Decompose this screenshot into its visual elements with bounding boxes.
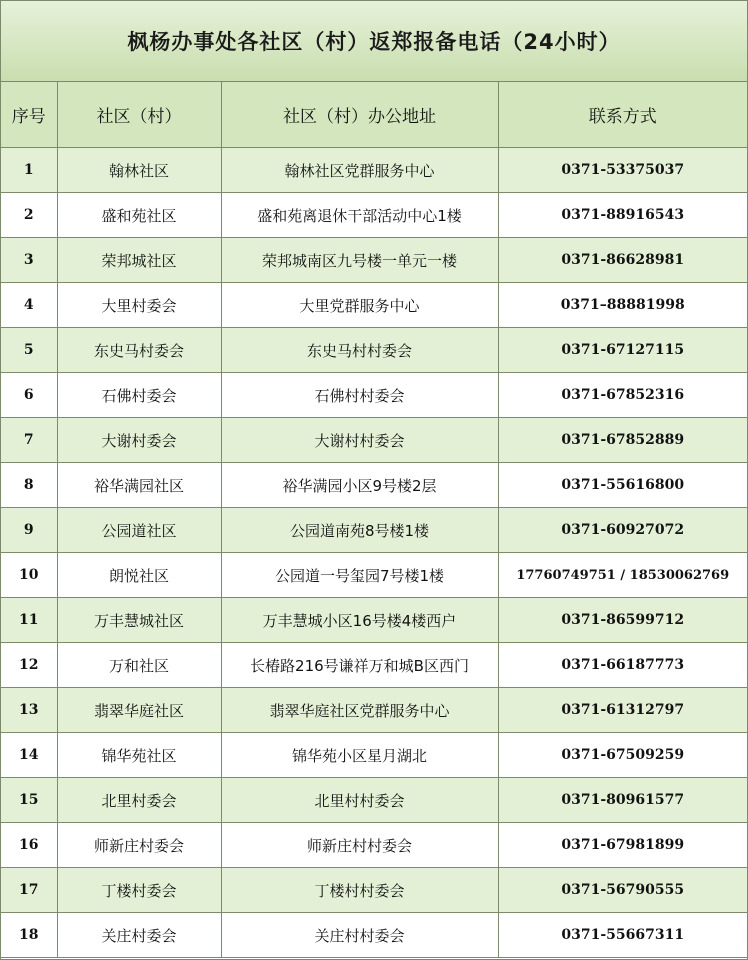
row-contact: 0371-55667311 [498,913,747,958]
table-row [1,823,747,868]
header-row [1,82,747,148]
row-contact: 17760749751 / 18530062769 [498,553,747,598]
row-community: 朗悦社区 [57,553,221,598]
row-community: 公园道社区 [57,508,221,553]
row-contact: 0371-86628981 [498,238,747,283]
contacts-table [1,82,747,958]
table-row [1,778,747,823]
row-community: 裕华满园社区 [57,463,221,508]
row-address: 盛和苑离退休干部活动中心1楼 [221,193,498,238]
row-address: 翰林社区党群服务中心 [221,148,498,193]
table-row [1,283,747,328]
row-index: 7 [1,418,57,463]
row-index: 18 [1,913,57,958]
row-community: 师新庄村委会 [57,823,221,868]
row-address: 关庄村村委会 [221,913,498,958]
header-community: 社区（村） [57,82,221,148]
table-row [1,508,747,553]
row-contact: 0371-67127115 [498,328,747,373]
row-address: 长椿路216号谦祥万和城B区西门 [221,643,498,688]
row-index: 4 [1,283,57,328]
row-contact: 0371-67981899 [498,823,747,868]
row-community: 万和社区 [57,643,221,688]
row-address: 裕华满园小区9号楼2层 [221,463,498,508]
row-index: 2 [1,193,57,238]
table-row [1,688,747,733]
row-contact: 0371-67509259 [498,733,747,778]
row-community: 翰林社区 [57,148,221,193]
table-row [1,598,747,643]
row-community: 荣邦城社区 [57,238,221,283]
row-contact: 0371-66187773 [498,643,747,688]
row-index: 9 [1,508,57,553]
row-contact: 0371-67852889 [498,418,747,463]
row-community: 东史马村委会 [57,328,221,373]
table-row [1,643,747,688]
row-address: 公园道一号玺园7号楼1楼 [221,553,498,598]
row-index: 5 [1,328,57,373]
row-address: 大里党群服务中心 [221,283,498,328]
table-body [1,148,747,958]
row-address: 锦华苑小区星月湖北 [221,733,498,778]
table-row [1,868,747,913]
row-community: 锦华苑社区 [57,733,221,778]
row-index: 11 [1,598,57,643]
row-contact: 0371-67852316 [498,373,747,418]
table-row [1,913,747,958]
table-row [1,328,747,373]
row-contact: 0371-53375037 [498,148,747,193]
row-contact: 0371-80961577 [498,778,747,823]
header-contact: 联系方式 [498,82,747,148]
row-index: 13 [1,688,57,733]
row-index: 16 [1,823,57,868]
table-row [1,418,747,463]
row-index: 17 [1,868,57,913]
row-index: 8 [1,463,57,508]
row-community: 翡翠华庭社区 [57,688,221,733]
row-community: 北里村委会 [57,778,221,823]
row-address: 师新庄村村委会 [221,823,498,868]
table-row [1,238,747,283]
sheet-title: 枫杨办事处各社区（村）返郑报备电话（24小时） [1,1,747,82]
table-row [1,148,747,193]
row-index: 15 [1,778,57,823]
row-contact: 0371-61312797 [498,688,747,733]
row-index: 1 [1,148,57,193]
row-community: 大谢村委会 [57,418,221,463]
table-row [1,553,747,598]
row-address: 北里村村委会 [221,778,498,823]
row-contact: 0371–88881998 [498,283,747,328]
row-community: 大里村委会 [57,283,221,328]
row-community: 丁楼村委会 [57,868,221,913]
row-address: 公园道南苑8号楼1楼 [221,508,498,553]
row-index: 6 [1,373,57,418]
row-address: 荣邦城南区九号楼一单元一楼 [221,238,498,283]
row-index: 10 [1,553,57,598]
table-row [1,193,747,238]
row-contact: 0371-55616800 [498,463,747,508]
row-address: 石佛村村委会 [221,373,498,418]
row-address: 丁楼村村委会 [221,868,498,913]
row-community: 关庄村委会 [57,913,221,958]
row-community: 万丰慧城社区 [57,598,221,643]
row-contact: 0371-60927072 [498,508,747,553]
row-address: 大谢村村委会 [221,418,498,463]
row-contact: 0371-86599712 [498,598,747,643]
table-row [1,733,747,778]
row-index: 12 [1,643,57,688]
table-row [1,463,747,508]
row-index: 3 [1,238,57,283]
row-address: 翡翠华庭社区党群服务中心 [221,688,498,733]
row-index: 14 [1,733,57,778]
row-address: 东史马村村委会 [221,328,498,373]
row-community: 石佛村委会 [57,373,221,418]
row-address: 万丰慧城小区16号楼4楼西户 [221,598,498,643]
row-contact: 0371-88916543 [498,193,747,238]
header-index: 序号 [1,82,57,148]
header-address: 社区（村）办公地址 [221,82,498,148]
row-contact: 0371-56790555 [498,868,747,913]
table-row [1,373,747,418]
row-community: 盛和苑社区 [57,193,221,238]
